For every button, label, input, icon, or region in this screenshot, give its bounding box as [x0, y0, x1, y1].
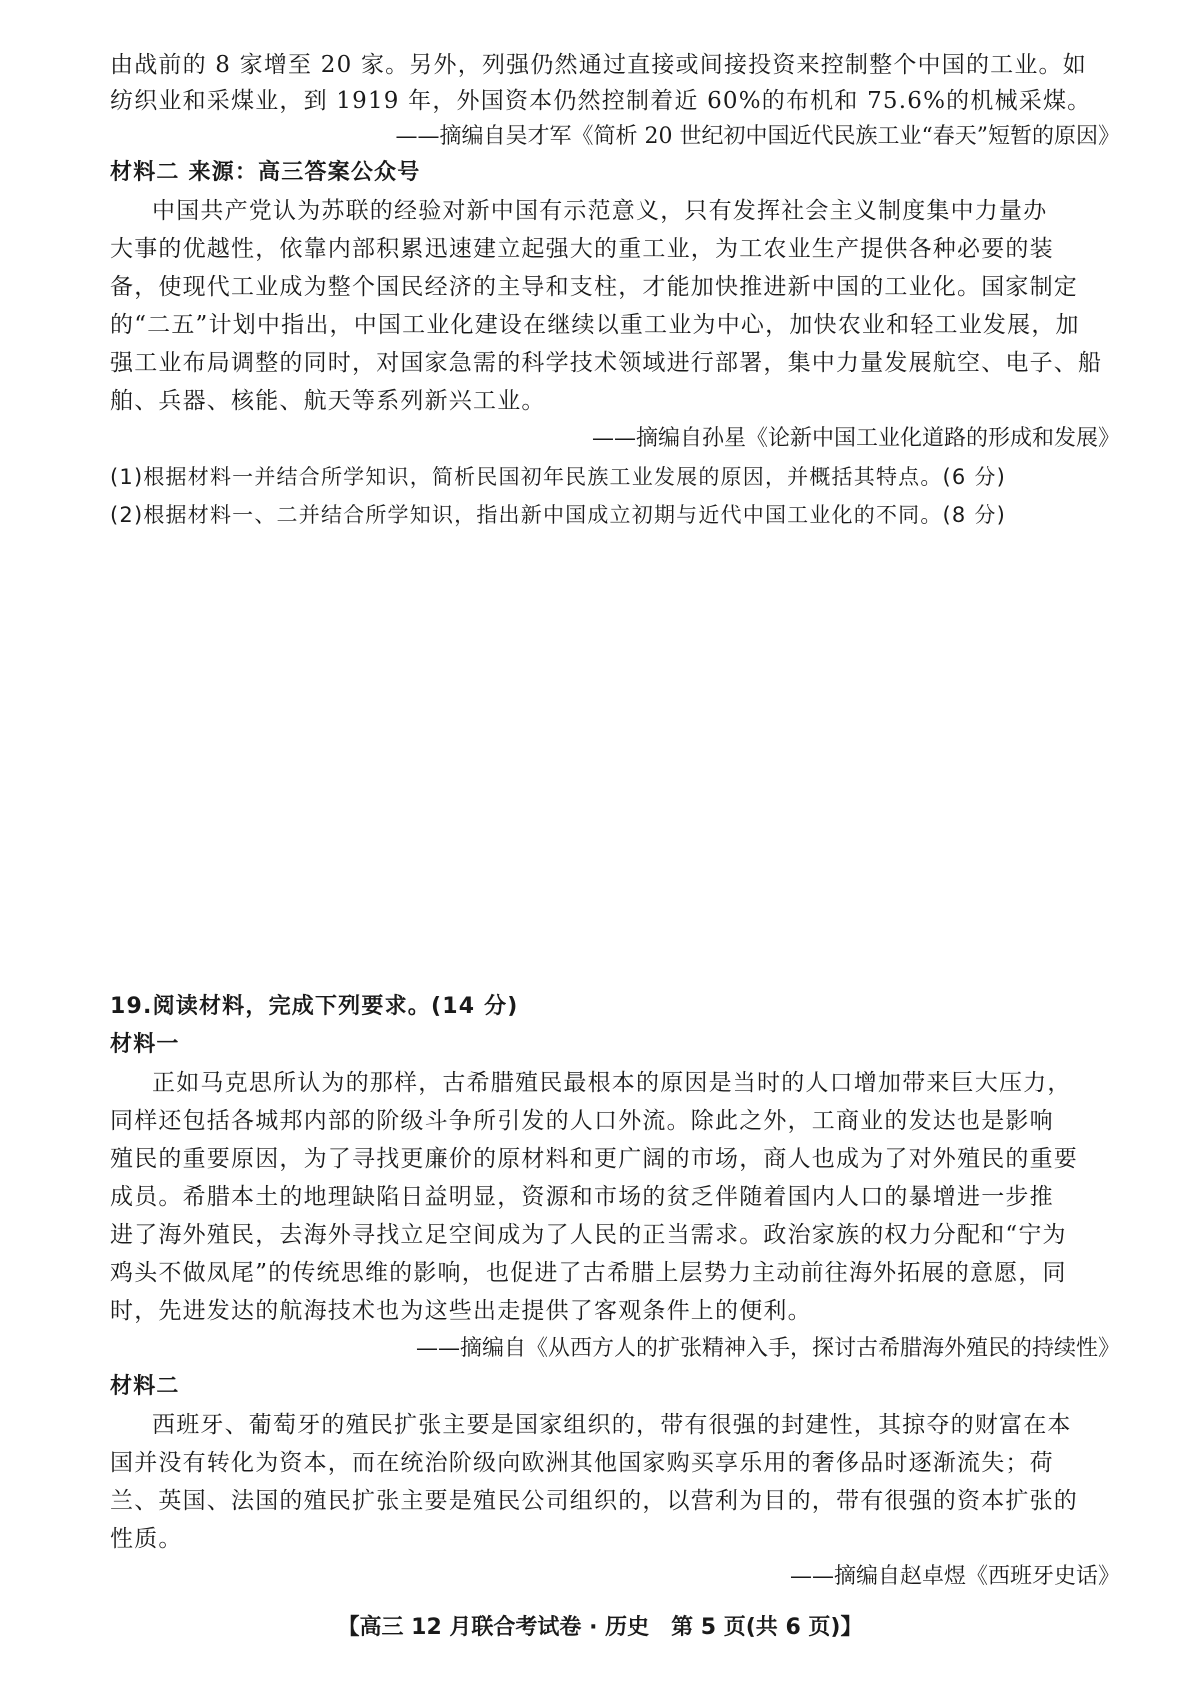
material2-line: 强工业布局调整的同时，对国家急需的科学技术领域进行部署，集中力量发展航空、电子、船	[110, 350, 1103, 376]
q19-material1-line: 成员。希腊本土的地理缺陷日益明显，资源和市场的贫乏伴随着国内人口的暴增进一步推	[110, 1184, 1054, 1210]
material2-heading: 材料二 来源：高三答案公众号	[110, 160, 421, 185]
material2-line: 舶、兵器、核能、航天等系列新兴工业。	[110, 388, 546, 414]
material2-line: 中国共产党认为苏联的经验对新中国有示范意义，只有发挥社会主义制度集中力量办	[152, 198, 1048, 224]
q19-material2-line: 西班牙、葡萄牙的殖民扩张主要是国家组织的，带有很强的封建性，其掠夺的财富在本	[152, 1412, 1072, 1438]
q19-material2-line: 性质。	[110, 1526, 183, 1552]
q19-material2-line: 国并没有转化为资本，而在统治阶级向欧洲其他国家购买享乐用的奢侈品时逐渐流失；荷	[110, 1450, 1054, 1476]
material1-line: 由战前的 8 家增至 20 家。另外，列强仍然通过直接或间接投资来控制整个中国的工业。如	[110, 52, 1087, 78]
material1-line: 纺织业和采煤业，到 1919 年，外国资本仍然控制着近 60%的布机和 75.6%的机械采煤。	[110, 88, 1092, 114]
q19-material1-line: 鸡头不做凤尾”的传统思维的影响，也促进了古希腊上层势力主动前往海外拓展的意愿，同	[110, 1260, 1067, 1286]
q19-material1-line: 殖民的重要原因，为了寻找更廉价的原材料和更广阔的市场，商人也成为了对外殖民的重要	[110, 1146, 1078, 1172]
answer-space	[110, 520, 1090, 960]
q19-material2-heading: 材料二	[110, 1374, 180, 1399]
material2-line: 的“二五”计划中指出，中国工业化建设在继续以重工业为中心，加快农业和轻工业发展，加	[110, 312, 1080, 338]
page-footer: 【高三 12 月联合考试卷 · 历史 第 5 页(共 6 页)】	[337, 1615, 863, 1640]
q19-material1-line: 正如马克思所认为的那样，古希腊殖民最根本的原因是当时的人口增加带来巨大压力，	[152, 1070, 1072, 1096]
material2-line: 大事的优越性，依靠内部积累迅速建立起强大的重工业，为工农业生产提供各种必要的装	[110, 236, 1054, 262]
q19-material2-source: ——摘编自赵卓煜《西班牙史话》	[789, 1564, 1120, 1589]
question-18-1: (1)根据材料一并结合所学知识，简析民国初年民族工业发展的原因，并概括其特点。(6 分)	[110, 465, 1006, 489]
q19-material1-source: ——摘编自《从西方人的扩张精神入手，探讨古希腊海外殖民的持续性》	[415, 1336, 1120, 1361]
q19-material1-line: 进了海外殖民，去海外寻找立足空间成为了人民的正当需求。政治家族的权力分配和“宁为	[110, 1222, 1067, 1248]
material2-source: ——摘编自孙星《论新中国工业化道路的形成和发展》	[591, 426, 1120, 451]
question-18-2: (2)根据材料一、二并结合所学知识，指出新中国成立初期与近代中国工业化的不同。(8 分)	[110, 503, 1006, 527]
material1-source: ——摘编自吴才军《简析 20 世纪初中国近代民族工业“春天”短暂的原因》	[395, 124, 1120, 149]
question-19-title: 19.阅读材料，完成下列要求。(14 分)	[110, 994, 519, 1019]
material2-line: 备，使现代工业成为整个国民经济的主导和支柱，才能加快推进新中国的工业化。国家制定	[110, 274, 1078, 300]
q19-material1-line: 时，先进发达的航海技术也为这些出走提供了客观条件上的便利。	[110, 1298, 812, 1324]
q19-material1-heading: 材料一	[110, 1032, 180, 1057]
q19-material1-line: 同样还包括各城邦内部的阶级斗争所引发的人口外流。除此之外，工商业的发达也是影响	[110, 1108, 1054, 1134]
q19-material2-line: 兰、英国、法国的殖民扩张主要是殖民公司组织的，以营利为目的，带有很强的资本扩张的	[110, 1488, 1078, 1514]
